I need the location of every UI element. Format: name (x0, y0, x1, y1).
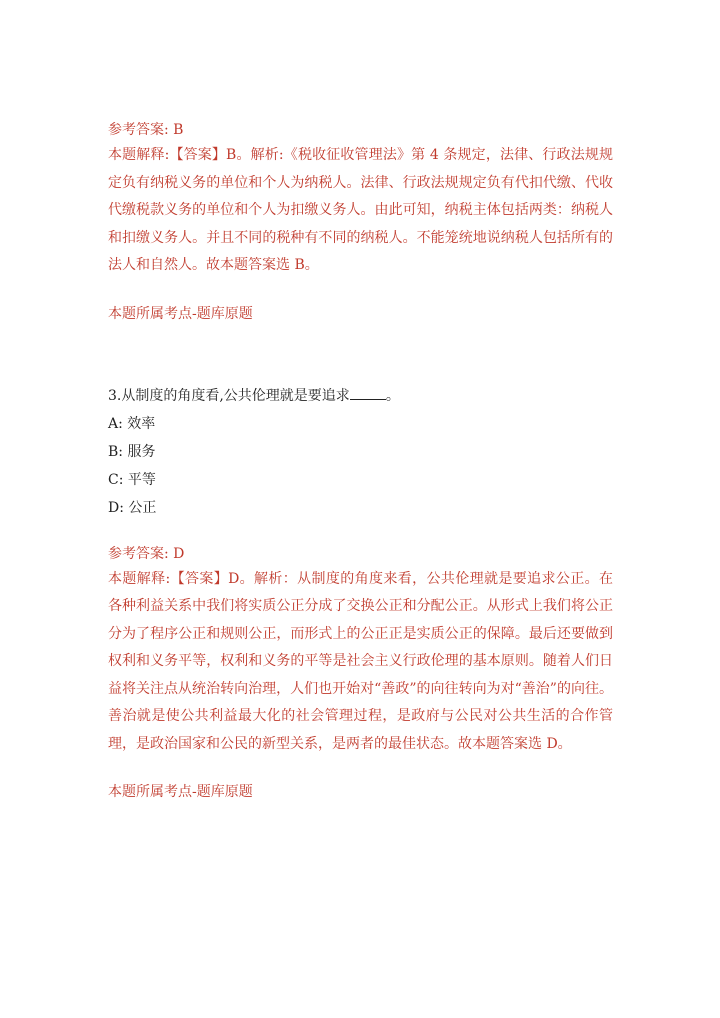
option-b: B: 服务 (108, 443, 156, 460)
option-c: C: 平等 (108, 471, 156, 488)
document-page (108, 118, 613, 804)
answer-line-1: 参考答案: B (108, 122, 184, 138)
category-2: 本题所属考点-题库原题 (108, 784, 253, 800)
question-3-stem (108, 384, 613, 408)
question-3-end: 。 (385, 387, 400, 404)
option-d: D: 公正 (108, 499, 157, 516)
category-1: 本题所属考点-题库原题 (108, 305, 253, 322)
explanation-2: 本题解释:【答案】D。解析：从制度的角度来看，公共伦理就是要追求公正。在各种利益关系中我们将实质公正分成了交换公正和分配公正。从形式上我们将公正分为了程序公正和规则公正，而形式上的公正正是实质公正的保障。最后还要做到权利和义务平等，权利和义务的平等是社会主义行政伦理的基本原则。随着人们日益将关注点从统治转向治理，人们也开始对“善政”的向往转向为对“善治”的向往。善治就是使公共利益最大化的社会管理过程，是政府与公民对公共生活的合作管理，是政治国家和公民的新型关系，是两者的最佳状态。故本题答案选 D。 (108, 570, 613, 752)
question-3-text: 3.从制度的角度看,公共伦理就是要追求 (108, 387, 350, 404)
option-a: A: 效率 (108, 415, 156, 432)
answer-blank (350, 385, 386, 400)
explanation-1: 本题解释:【答案】B。解析:《税收征收管理法》第 4 条规定，法律、行政法规规定负有纳税义务的单位和个人为纳税人。法律、行政法规规定负有代扣代缴、代收代缴税款义务的单位和个人为扣缴义务人。由此可知，纳税主体包括两类：纳税人和扣缴义务人。并且不同的税种有不同的纳税人。不能笼统地说纳税人包括所有的法人和自然人。故本题答案选 B。 (108, 147, 613, 273)
answer-line-2: 参考答案: D (108, 545, 185, 562)
